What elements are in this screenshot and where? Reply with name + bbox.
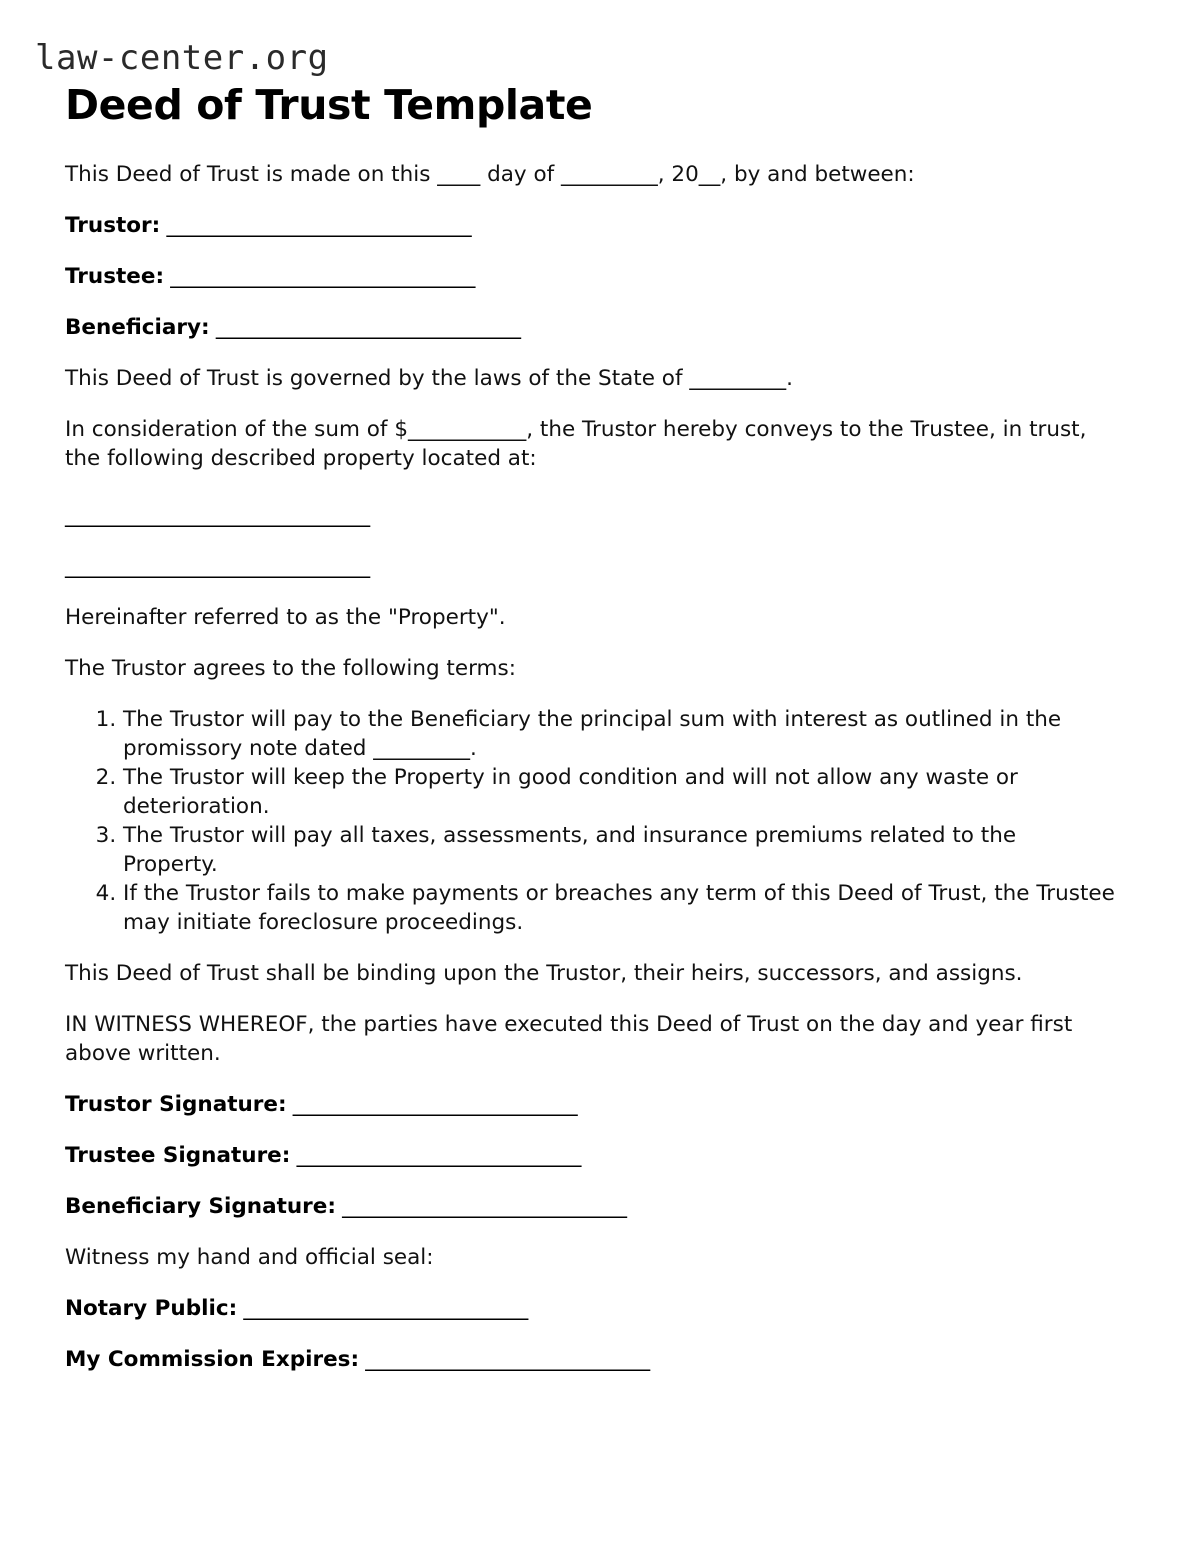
site-name: law-center.org [35,38,329,78]
signature-beneficiary-label: Beneficiary Signature: [65,1194,336,1219]
signature-trustor-label: Trustor Signature: [65,1092,287,1117]
commission-expires-blank[interactable]: ____________________________ [359,1347,650,1372]
party-beneficiary-label: Beneficiary: [65,315,210,340]
property-blank-line-2[interactable]: ______________________________ [65,554,370,579]
terms-intro-paragraph: The Trustor agrees to the following terms: [65,656,516,681]
binding-paragraph: This Deed of Trust shall be binding upon the Trustor, their heirs, successors, and assigns. [65,961,1023,986]
list-item: 3. The Trustor will pay all taxes, assessments, and insurance premiums related to the Property. [123,821,1117,879]
party-trustee [65,262,1117,291]
signature-trustor-blank[interactable]: ____________________________ [286,1092,578,1117]
signature-trustor [65,1090,1117,1119]
signature-trustee-blank[interactable]: ____________________________ [290,1143,581,1168]
witness-whereof-paragraph: IN WITNESS WHEREOF, the parties have executed this Deed of Trust on the day and year first above written. [65,1012,1073,1066]
notary-public-label: Notary Public: [65,1296,238,1321]
page-title: Deed of Trust Template [65,81,593,129]
commission-expires-label: My Commission Expires: [65,1347,360,1372]
property-blank-line-1[interactable]: ______________________________ [65,503,370,528]
list-item: 2. The Trustor will keep the Property in good condition and will not allow any waste or deterioration. [123,763,1117,821]
signature-beneficiary-blank[interactable]: ____________________________ [335,1194,627,1219]
list-item: 1. The Trustor will pay to the Beneficiary the principal sum with interest as outlined in the promissory note dated _________. [123,705,1117,763]
signature-beneficiary [65,1192,1117,1221]
party-trustor-blank[interactable]: ______________________________ [160,213,472,238]
party-trustee-label: Trustee: [65,264,165,289]
notary-public-blank[interactable]: ____________________________ [237,1296,528,1321]
consideration-paragraph: In consideration of the sum of $___________, the Trustor hereby conveys to the Trustee, in trust, the following described property located at: [65,417,1087,471]
party-trustee-blank[interactable]: ______________________________ [164,264,475,289]
party-trustor-label: Trustor: [65,213,161,238]
signature-trustee [65,1141,1117,1170]
intro-paragraph: This Deed of Trust is made on this ____ day of _________, 20__, by and between: [65,162,915,187]
notary-intro-paragraph: Witness my hand and official seal: [65,1245,434,1270]
party-beneficiary-blank[interactable]: ______________________________ [209,315,521,340]
hereinafter-paragraph: Hereinafter referred to as the "Property". [65,605,506,630]
governing-law-paragraph: This Deed of Trust is governed by the laws of the State of _________. [65,366,793,391]
party-trustor [65,211,1117,240]
document-body [65,160,1117,1374]
notary-public [65,1294,1117,1323]
commission-expires [65,1345,1117,1374]
party-beneficiary [65,313,1117,342]
terms-list [65,705,1117,937]
signature-trustee-label: Trustee Signature: [65,1143,291,1168]
list-item: 4. If the Trustor fails to make payments or breaches any term of this Deed of Trust, the Trustee may initiate foreclosure proceedings. [123,879,1117,937]
